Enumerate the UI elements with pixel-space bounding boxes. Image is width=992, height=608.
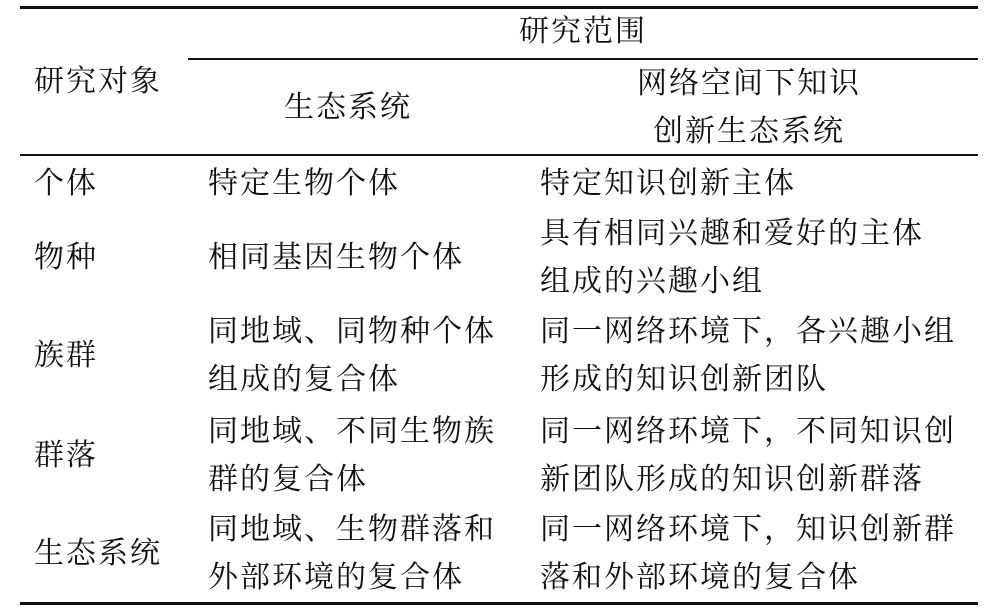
row-net-line: 形成的知识创新团队 [540, 362, 828, 397]
header-research-scope: 研究范围 [519, 14, 647, 49]
header-ecosystem: 生态系统 [284, 90, 412, 125]
row-eco-line: 相同基因生物个体 [208, 240, 464, 275]
row-eco [208, 408, 496, 504]
row-object: 族群 [34, 338, 98, 373]
row-net [540, 506, 956, 602]
row-eco-line: 同地域、生物群落和 [208, 512, 496, 547]
header-network-line2: 创新生态系统 [653, 114, 845, 149]
row-net-line: 新团队形成的知识创新群落 [540, 462, 924, 497]
row-eco-line: 同地域、同物种个体 [208, 314, 496, 349]
row-eco-line: 外部环境的复合体 [208, 560, 464, 595]
row-object: 群落 [34, 438, 98, 473]
row-object: 个体 [34, 166, 98, 201]
row-net [540, 160, 796, 208]
row-object: 物种 [34, 240, 98, 275]
row-net-line: 落和外部环境的复合体 [540, 560, 860, 595]
row-net-line: 特定知识创新主体 [540, 166, 796, 201]
header-network-line1: 网络空间下知识 [637, 66, 861, 101]
row-eco-line: 群的复合体 [208, 462, 368, 497]
header-research-object: 研究对象 [34, 64, 162, 99]
row-eco-line: 特定生物个体 [208, 166, 400, 201]
row-net [540, 210, 924, 306]
row-net-line: 同一网络环境下，各兴趣小组 [540, 314, 956, 349]
row-eco [208, 308, 496, 404]
row-net-line: 组成的兴趣小组 [540, 264, 764, 299]
row-eco-line: 同地域、不同生物族 [208, 414, 496, 449]
header-network-ecosystem [520, 60, 978, 156]
row-eco [208, 160, 400, 208]
row-net-line: 具有相同兴趣和爱好的主体 [540, 216, 924, 251]
row-net-line: 同一网络环境下，不同知识创 [540, 414, 956, 449]
row-object: 生态系统 [34, 536, 162, 571]
row-eco [208, 506, 496, 602]
bottom-rule [20, 602, 978, 605]
row-eco-line: 组成的复合体 [208, 362, 400, 397]
row-net [540, 408, 956, 504]
row-net-line: 同一网络环境下，知识创新群 [540, 512, 956, 547]
row-eco [208, 234, 464, 282]
row-net [540, 308, 956, 404]
